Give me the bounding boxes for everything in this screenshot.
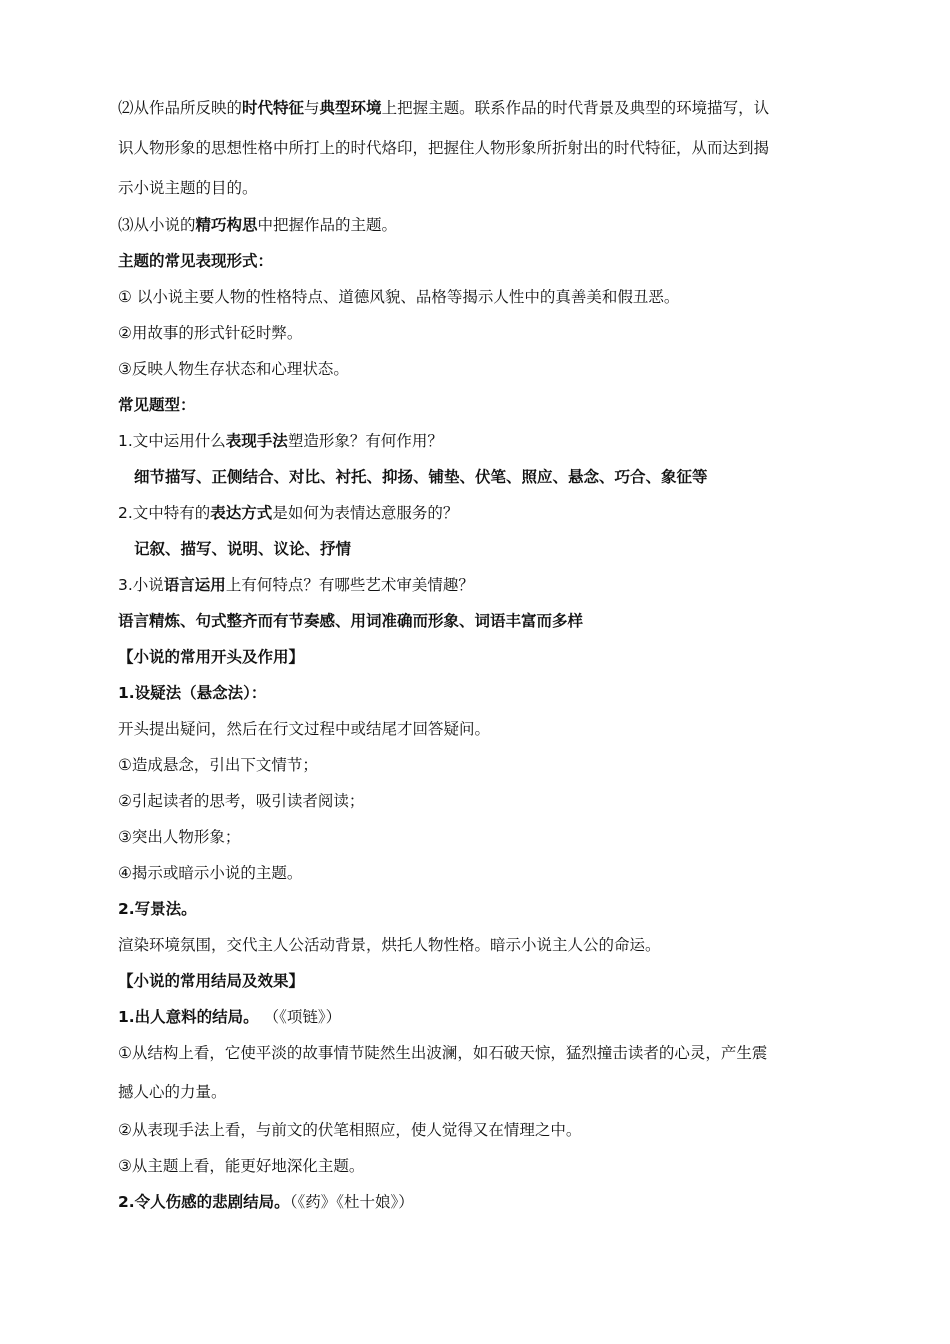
text-run: ②引起读者的思考，吸引读者阅读； [118,792,365,810]
subheading [118,683,890,703]
paragraph [118,719,890,739]
text-run: ③从主题上看，能更好地深化主题。 [118,1157,365,1175]
text-run: （《项链》） [258,1008,342,1026]
question [118,503,890,523]
bold-text: 细节描写、正侧结合、对比、衬托、抑扬、铺垫、伏笔、照应、悬念、巧合、象征等 [134,468,708,486]
text-run: ①从结构上看，它使平淡的故事情节陡然生出波澜，如石破天惊，猛烈撞击读者的心灵，产生震 [118,1044,768,1062]
bold-text: 2.写景法。 [118,900,197,918]
list-item [118,1043,890,1063]
section-heading [118,971,890,991]
bold-text: 主题的常见表现形式： [118,252,274,270]
subheading [118,1192,890,1212]
heading [118,251,890,271]
bold-text: 语言精炼、句式整齐而有节奏感、用词准确而形象、词语丰富而多样 [118,612,584,630]
heading [118,395,890,415]
bold-text: 1.设疑法（悬念法）： [118,684,267,702]
answer [134,467,890,487]
paragraph [118,178,890,198]
question [118,575,890,595]
list-item [118,287,890,307]
bold-text: 常见题型： [118,396,196,414]
section-heading [118,647,890,667]
paragraph [118,935,890,955]
text-run: 识人物形象的思想性格中所打上的时代烙印，把握住人物形象所折射出的时代特征，从而达到揭 [118,139,770,157]
text-run: 上有何特点？有哪些艺术审美情趣？ [225,576,474,594]
text-run: 2.文中特有的 [118,504,211,522]
bold-text: 【小说的常用开头及作用】 [118,648,305,666]
text-run: ③突出人物形象； [118,828,241,846]
bold-text: 语言运用 [163,576,226,594]
text-run: ②用故事的形式针砭时弊。 [118,324,303,342]
text-run: 塑造形象？有何作用？ [287,432,443,450]
bold-text: 典型环境 [319,99,382,117]
answer [134,539,890,559]
paragraph [118,215,890,235]
text-run: 3.小说 [118,576,164,594]
list-item [118,359,890,379]
text-run: 1.文中运用什么 [118,432,226,450]
text-run: ① 以小说主要人物的性格特点、道德风貌、品格等揭示人性中的真善美和假丑恶。 [118,288,680,306]
bold-text: 时代特征 [242,99,305,117]
list-item [118,791,890,811]
text-run: ③反映人物生存状态和心理状态。 [118,360,349,378]
text-run: 撼人心的力量。 [118,1083,227,1101]
text-run: 是如何为表情达意服务的？ [272,504,459,522]
paragraph [118,1082,890,1102]
subheading [118,899,890,919]
bold-text: 表现手法 [225,432,288,450]
bold-text: 表达方式 [210,504,273,522]
text-run: 上把握主题。联系作品的时代背景及典型的环境描写，认 [381,99,770,117]
list-item [118,755,890,775]
paragraph [118,98,890,118]
list-item [118,863,890,883]
text-run: 示小说主题的目的。 [118,179,258,197]
text-run: ⑵从作品所反映的 [118,99,243,117]
bold-text: 记叙、描写、说明、议论、抒情 [134,540,352,558]
text-run: 中把握作品的主题。 [257,216,398,234]
text-run: ⑶从小说的 [118,216,196,234]
text-run: 与 [304,99,320,117]
text-run: ②从表现手法上看，与前文的伏笔相照应，使人觉得又在情理之中。 [118,1121,582,1139]
bold-text: 2.令人伤感的悲剧结局。 [118,1193,290,1211]
paragraph [118,138,890,158]
bold-text: 1.出人意料的结局。 [118,1008,259,1026]
list-item [118,323,890,343]
list-item [118,1120,890,1140]
question [118,431,890,451]
text-run: 开头提出疑问，然后在行文过程中或结尾才回答疑问。 [118,720,491,738]
bold-text: 精巧构思 [195,216,258,234]
text-run: （《药》《杜十娘》） [289,1193,414,1211]
text-run: ④揭示或暗示小说的主题。 [118,864,303,882]
subheading [118,1007,890,1027]
bold-text: 【小说的常用结局及效果】 [118,972,305,990]
answer [118,611,890,631]
list-item [118,827,890,847]
text-run: ①造成悬念，引出下文情节； [118,756,318,774]
list-item [118,1156,890,1176]
text-run: 渲染环境氛围，交代主人公活动背景，烘托人物性格。暗示小说主人公的命运。 [118,936,661,954]
